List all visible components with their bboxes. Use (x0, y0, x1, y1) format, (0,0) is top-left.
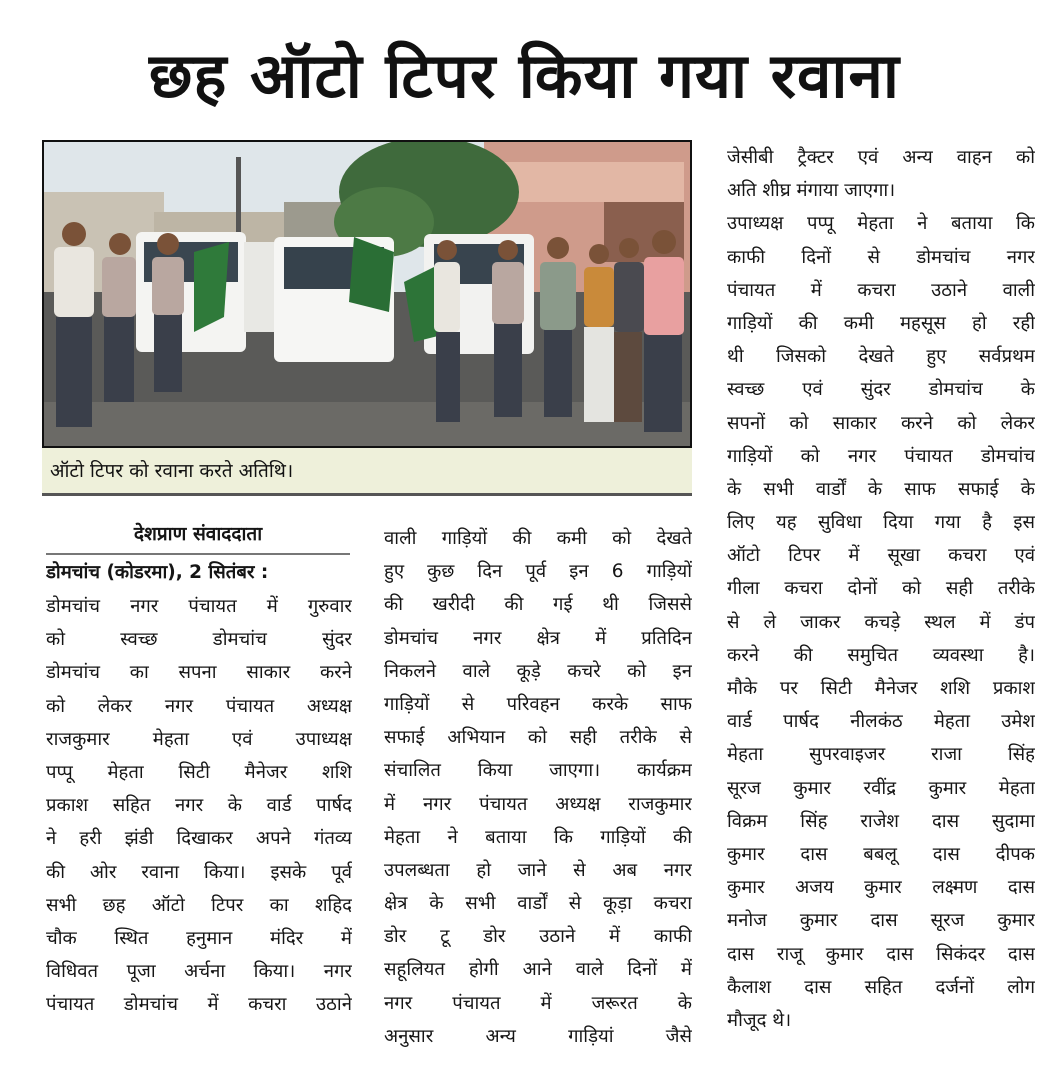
byline: देशप्राण संवाददाता (133, 523, 263, 545)
column-line: मनोज कुमार दास सूरज कुमार (727, 910, 1035, 932)
column-line: ने हरी झंडी दिखाकर अपने गंतव्य (46, 828, 352, 850)
column-line: पंचायत में कचरा उठाने वाली (727, 279, 1035, 301)
column-line: डोमचांच नगर पंचायत में गुरुवार (46, 596, 352, 617)
column-line: चौक स्थित हनुमान मंदिर में (46, 927, 352, 949)
column-line: गाड़ियों की कमी महसूस हो रही (727, 312, 1035, 334)
column-line: को स्वच्छ डोमचांच सुंदर (46, 629, 352, 651)
column-line: विधिवत पूजा अर्चना किया। नगर (46, 961, 352, 983)
column-line: ऑटो टिपर में सूखा कचरा एवं (727, 545, 1035, 567)
column-line: गाड़ियों से परिवहन करके साफ (384, 693, 692, 715)
column-line: वार्ड पार्षद नीलकंठ मेहता उमेश (727, 711, 1035, 733)
column-line: सपनों को साकार करने को लेकर (727, 412, 1035, 434)
byline-divider (46, 553, 350, 555)
column-line: विक्रम सिंह राजेश दास सुदामा (727, 810, 1035, 832)
column-line: सफाई अभियान को सही तरीके से (384, 727, 692, 749)
column-line: नगर पंचायत में जरूरत के (384, 992, 692, 1014)
column-line: पंचायत डोमचांच में कचरा उठाने (46, 994, 352, 1016)
article-column-1 (46, 562, 352, 1021)
column-line: डोर टू डोर उठाने में काफी (384, 926, 692, 948)
column-line: सूरज कुमार रवींद्र कुमार मेहता (727, 777, 1035, 799)
article-column-2 (384, 522, 692, 1053)
photo-caption: ऑटो टिपर को रवाना करते अतिथि। (50, 460, 294, 482)
column-line: उपाध्यक्ष पप्पू मेहता ने बताया कि (727, 213, 1035, 235)
column-line: कुमार दास बबलू दास दीपक (727, 843, 1035, 865)
column-line: हुए कुछ दिन पूर्व इन 6 गाड़ियों (384, 561, 692, 583)
column-line: डोमचांच नगर क्षेत्र में प्रतिदिन (384, 627, 692, 649)
photo-illustration (44, 142, 690, 446)
column-line: पप्पू मेहता सिटी मैनेजर शशि (46, 761, 352, 783)
column-line: से ले जाकर कचड़े स्थल में डंप (727, 611, 1035, 633)
column-line: को लेकर नगर पंचायत अध्यक्ष (46, 695, 352, 717)
column-line: की ओर रवाना किया। इसके पूर्व (46, 861, 352, 883)
column-line: उपलब्धता हो जाने से अब नगर (384, 859, 692, 881)
headline: छह ऑटो टिपर किया गया रवाना (149, 39, 900, 112)
column-line: काफी दिनों से डोमचांच नगर (727, 246, 1035, 268)
column-line: मेहता सुपरवाइजर राजा सिंह (727, 744, 1035, 766)
column-line: जेसीबी ट्रैक्टर एवं अन्य वाहन को (727, 147, 1035, 168)
article-column-3 (727, 141, 1035, 1037)
column-line: निकलने वाले कूड़े कचरे को इन (384, 660, 692, 682)
news-photo (42, 140, 692, 448)
column-line: कुमार अजय कुमार लक्ष्मण दास (727, 877, 1035, 899)
dateline: डोमचांच (कोडरमा), 2 सितंबर : (46, 562, 269, 583)
column-line: संचालित किया जाएगा। कार्यक्रम (384, 760, 692, 782)
column-line: मेहता ने बताया कि गाड़ियों की (384, 826, 692, 848)
column-line: मौजूद थे। (727, 1009, 792, 1031)
column-line: गीला कचरा दोनों को सही तरीके (727, 578, 1035, 600)
column-line: कैलाश दास सहित दर्जनों लोग (727, 976, 1035, 998)
column-line: क्षेत्र के सभी वार्डों से कूड़ा कचरा (384, 893, 692, 915)
column-line: अनुसार अन्य गाड़ियां जैसे (384, 1025, 692, 1047)
column-line: में नगर पंचायत अध्यक्ष राजकुमार (384, 793, 692, 815)
column-line: की खरीदी की गई थी जिससे (384, 594, 692, 616)
column-line: वाली गाड़ियों की कमी को देखते (384, 528, 692, 549)
column-line: के सभी वार्डों के साफ सफाई के (727, 478, 1035, 500)
column-line: सभी छह ऑटो टिपर का शहिद (46, 894, 352, 916)
column-line: सहूलियत होगी आने वाले दिनों में (384, 959, 692, 981)
column-line: थी जिसको देखते हुए सर्वप्रथम (727, 346, 1035, 368)
photo-caption-box (42, 448, 692, 496)
column-line: स्वच्छ एवं सुंदर डोमचांच के (727, 379, 1035, 401)
column-line: अति शीघ्र मंगाया जाएगा। (727, 180, 896, 202)
column-line: लिए यह सुविधा दिया गया है इस (727, 512, 1035, 534)
column-line: राजकुमार मेहता एवं उपाध्यक्ष (46, 728, 352, 750)
column-line: मौके पर सिटी मैनेजर शशि प्रकाश (727, 678, 1035, 699)
column-line: दास राजू कुमार दास सिकंदर दास (727, 943, 1035, 965)
column-line: करने की समुचित व्यवस्था है। (727, 644, 1035, 666)
column-line: गाड़ियों को नगर पंचायत डोमचांच (727, 445, 1035, 467)
column-line: डोमचांच का सपना साकार करने (46, 662, 352, 684)
column-line: प्रकाश सहित नगर के वार्ड पार्षद (46, 795, 352, 817)
